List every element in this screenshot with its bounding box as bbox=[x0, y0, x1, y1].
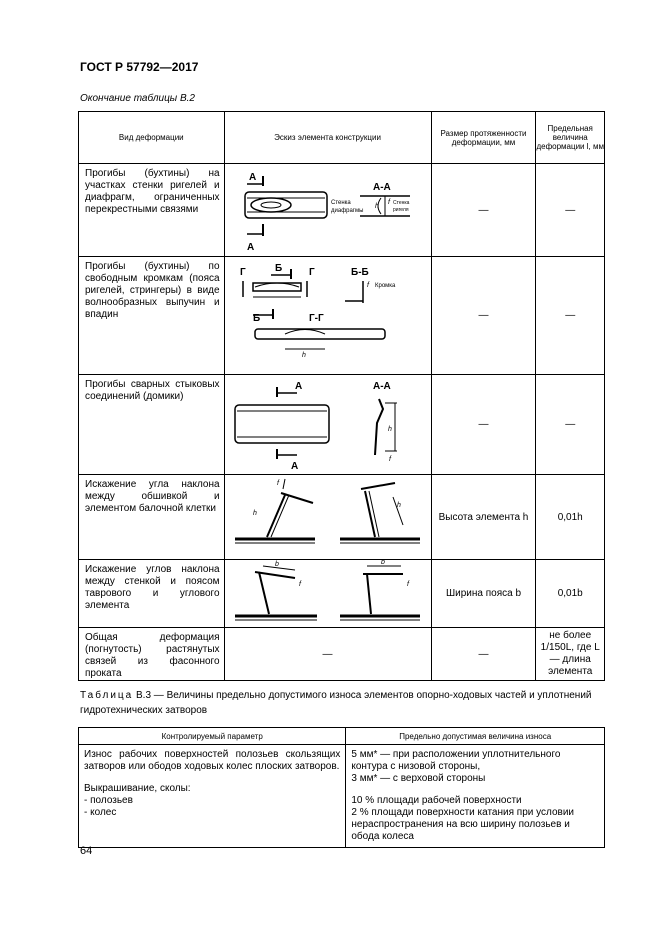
deformation-size-cell: — bbox=[431, 164, 536, 257]
table-header-row bbox=[79, 728, 605, 745]
sketch-cell bbox=[224, 475, 431, 560]
dim-f2: f bbox=[366, 282, 369, 289]
col-header-type: Вид деформации bbox=[79, 112, 225, 164]
dim-h: h bbox=[387, 426, 392, 433]
col-header-limit-text: Предельная величина деформации l, мм bbox=[536, 124, 604, 151]
param-cell bbox=[79, 745, 346, 848]
note-web2: Стенка bbox=[392, 200, 410, 206]
table-row bbox=[79, 257, 605, 375]
sketch-bulge-web bbox=[225, 164, 431, 256]
table-b2-caption: Окончание таблицы В.2 bbox=[80, 93, 195, 104]
wear-limit-cell bbox=[346, 745, 605, 848]
dim-f: f bbox=[298, 581, 301, 588]
dim-h-right: h bbox=[396, 502, 401, 509]
deformation-limit-cell: — bbox=[536, 164, 605, 257]
sketch-bulge-edge bbox=[225, 257, 431, 373]
param-line: Износ рабочих поверхностей полозьев скользящих затворов или ободов ходовых колес плоских затворов. bbox=[84, 749, 341, 772]
table-b3-caption-text: В.3 — Величины предельно допустимого износа элементов опорно-ходовых частей и уплотнений гидротехнических затворов bbox=[80, 690, 592, 716]
section-label-g-left: Г bbox=[239, 267, 246, 278]
deformation-type-cell: Искажение угла наклона между обшивкой и элементом балочной клетки bbox=[79, 475, 225, 560]
table-row bbox=[79, 628, 605, 681]
table-b2 bbox=[78, 111, 605, 681]
deformation-size-cell: — bbox=[431, 257, 536, 375]
note-edge: Кромка bbox=[374, 283, 395, 289]
col-header-sketch: Эскиз элемента конструкции bbox=[224, 112, 431, 164]
table-b3-caption bbox=[80, 688, 610, 718]
deformation-size-cell: Высота элемента h bbox=[431, 475, 536, 560]
table-row bbox=[79, 164, 605, 257]
deformation-type-cell: Прогибы (бухтины) на участках стенки ригелей и диафрагм, ограниченных перекрестными связями bbox=[79, 164, 225, 257]
table-b3-caption-label: Таблица bbox=[80, 690, 134, 701]
deformation-type-cell: Искажение углов наклона между стенкой и поясом таврового и углового элемента bbox=[79, 560, 225, 628]
param-line: Выкрашивание, сколы: bbox=[84, 783, 191, 794]
dim-b: b bbox=[274, 561, 279, 568]
section-title-gg: Г-Г bbox=[308, 313, 324, 324]
limit-line: 10 % площади рабочей поверхности bbox=[351, 795, 522, 806]
dim-h: h bbox=[374, 203, 379, 210]
limit-line: 2 % площади поверхности катания при условии нераспространения на всю ширину полозьев и обода колеса bbox=[351, 807, 575, 842]
sketch-skin-angle bbox=[225, 475, 431, 558]
sketch-weld-joint bbox=[225, 375, 431, 473]
sketch-cell bbox=[224, 560, 431, 628]
deformation-type-cell: Общая деформация (погнутость) растянутых связей из фасонного проката bbox=[79, 628, 225, 681]
limit-line: 5 мм* — при расположении уплотнительного контура с низовой стороны, bbox=[351, 749, 561, 772]
dim-h: h bbox=[252, 510, 257, 517]
note-girder: ригеля bbox=[392, 207, 409, 213]
sketch-cell bbox=[224, 164, 431, 257]
doc-code-header: ГОСТ Р 57792—2017 bbox=[80, 60, 199, 74]
deformation-limit-cell: не более 1/150L, где L — длина элемента bbox=[536, 628, 605, 681]
dim-b-right: b bbox=[380, 560, 385, 566]
section-label-a-bottom: А bbox=[246, 242, 254, 253]
dim-f: f bbox=[387, 199, 390, 206]
sketch-tee-angle bbox=[225, 560, 431, 626]
section-title: А-А bbox=[372, 182, 391, 193]
section-label-a-top: А bbox=[294, 381, 302, 392]
deformation-limit-cell: 0,01b bbox=[536, 560, 605, 628]
param-line: - полозьев bbox=[84, 795, 133, 806]
col-header-wear-limit: Предельно допустимая величина износа bbox=[346, 728, 605, 745]
deformation-size-cell: — bbox=[431, 375, 536, 475]
section-label-a-top: А bbox=[248, 172, 256, 183]
note-web: Стенка bbox=[330, 200, 351, 206]
deformation-limit-cell: 0,01h bbox=[536, 475, 605, 560]
deformation-type-cell: Прогибы сварных стыковых соединений (домики) bbox=[79, 375, 225, 475]
section-label-a-bottom: А bbox=[290, 461, 298, 472]
section-label-g-right: Г bbox=[308, 267, 315, 278]
deformation-type-cell: Прогибы (бухтины) по свободным кромкам (пояса ригелей, стрингеры) в виде волнообразных выпучин и впадин bbox=[79, 257, 225, 375]
page-number: 64 bbox=[80, 845, 93, 857]
section-title: А-А bbox=[372, 381, 391, 392]
section-title-bb: Б-Б bbox=[350, 267, 369, 278]
deformation-limit-cell: — bbox=[536, 375, 605, 475]
deformation-size-cell: — bbox=[431, 628, 536, 681]
dim-h2: h bbox=[301, 352, 306, 359]
deformation-size-cell: Ширина пояса b bbox=[431, 560, 536, 628]
table-header-row bbox=[79, 112, 605, 164]
table-b3 bbox=[78, 727, 605, 848]
table-row bbox=[79, 745, 605, 848]
col-header-size: Размер протяженности деформации, мм bbox=[431, 112, 536, 164]
table-row bbox=[79, 375, 605, 475]
col-header-param: Контролируемый параметр bbox=[79, 728, 346, 745]
dim-f-right: f bbox=[406, 581, 409, 588]
sketch-cell bbox=[224, 375, 431, 475]
sketch-cell: — bbox=[224, 628, 431, 681]
limit-line: 3 мм* — с верховой стороны bbox=[351, 773, 486, 784]
dim-f: f bbox=[276, 480, 279, 487]
section-label-b-top: Б bbox=[274, 263, 282, 274]
sketch-cell bbox=[224, 257, 431, 375]
table-row bbox=[79, 475, 605, 560]
note-diaphragm: диафрагмы bbox=[330, 208, 363, 214]
col-header-limit bbox=[536, 112, 605, 164]
dim-f: f bbox=[388, 456, 391, 463]
table-row bbox=[79, 560, 605, 628]
section-label-b-bottom: Б bbox=[252, 313, 260, 324]
param-line: - колес bbox=[84, 807, 117, 818]
deformation-limit-cell: — bbox=[536, 257, 605, 375]
